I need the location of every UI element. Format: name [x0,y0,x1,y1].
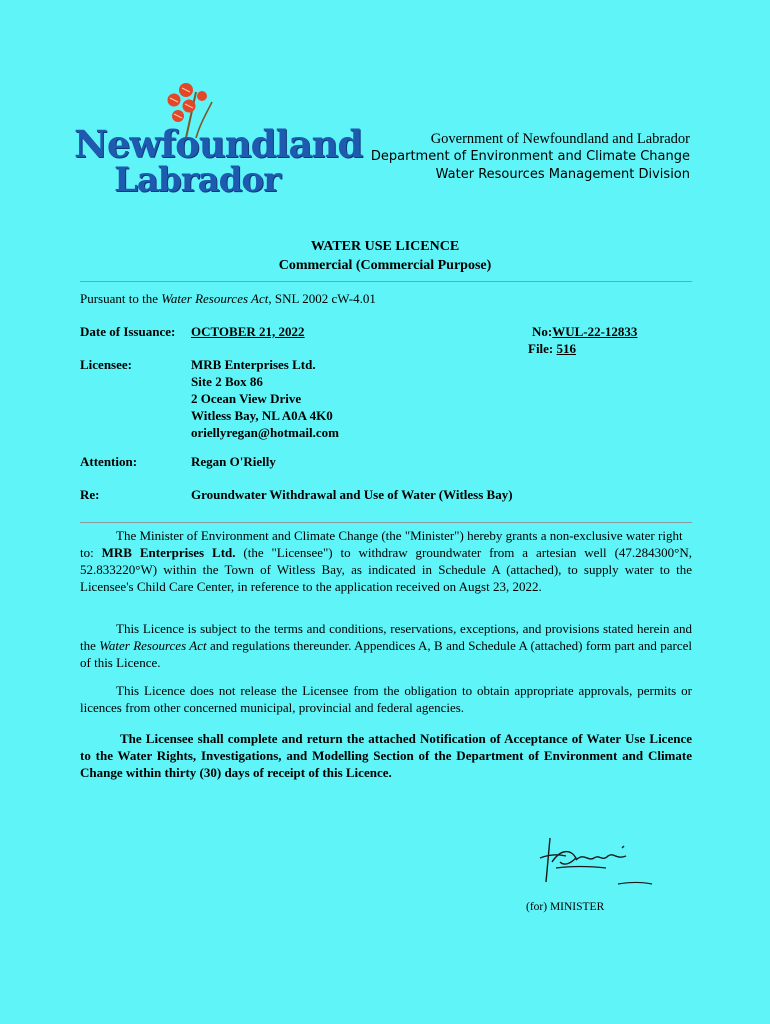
re-value: Groundwater Withdrawal and Use of Water (Witless Bay) [191,487,513,502]
licensee-email: oriellyregan@hotmail.com [191,425,339,440]
logo-text-labrador: Labrador [114,160,281,200]
minister-signature [530,832,658,890]
licence-title [0,237,770,275]
licence-title-main: WATER USE LICENCE [310,239,460,254]
paragraph-terms-part1: This Licence is subject to the terms and conditions, reservations, exceptions, and provisions stated herein and the [80,621,692,653]
logo-text-newfoundland: Newfoundland [74,122,363,166]
licensee-address-line: 2 Ocean View Drive [191,391,302,406]
paragraph-grant-rest: (the "Licensee") to withdraw groundwater from a artesian well (47.284300°N, 52.833220°W) within the Town of Witless Bay, as indicated in Schedule A (attached), to supply water to the Licensee's Child Care Center, in reference to the application received on Augst 23, 2022. [80,545,692,594]
licence-number [532,323,637,340]
paragraph-terms-act: Water Resources Act [99,638,207,653]
paragraph-obligation: This Licence does not release the Licensee from the obligation to obtain appropriate approvals, permits or licences from other concerned municipal, provincial and federal agencies. [80,683,692,715]
re-label: Re: [80,487,100,502]
licensee-name: MRB Enterprises Ltd. [191,357,316,372]
licensee-address-line: Witless Bay, NL A0A 4K0 [191,408,333,423]
signature-caption: (for) MINISTER [526,901,605,913]
pursuant-line [80,290,376,307]
file-number-label: File: [528,341,554,356]
attention-value: Regan O'Rielly [191,454,276,469]
licence-number-label: No: [532,324,553,339]
pursuant-suffix: , SNL 2002 cW-4.01 [268,291,376,306]
paragraph-grant-licensee: MRB Enterprises Ltd. [101,545,236,560]
divider-top [80,281,692,282]
file-number-value: 516 [556,341,577,356]
government-name: Government of Newfoundland and Labrador [430,131,690,147]
department-name: Department of Environment and Climate Change [370,149,690,164]
paragraph-terms-part2: and regulations thereunder. Appendices A, B and Schedule A (attached) form part and parcel of this Licence. [80,638,692,670]
pursuant-act: Water Resources Act [161,291,269,306]
licence-number-value: WUL-22-12833 [552,324,638,339]
licensee-label: Licensee: [80,357,132,372]
newfoundland-labrador-logo [74,80,363,200]
licensee-address [191,356,339,441]
licence-title-sub: Commercial (Commercial Purpose) [278,258,492,273]
government-header [371,130,690,184]
paragraph-acceptance: The Licensee shall complete and return the attached Notification of Acceptance of Water Use Licence to the Water Rights, Investigations, and Modelling Section of the Department of Environment and Climate Change within thirty (30) days of receipt of this Licence. [80,731,692,780]
licensee-address-line: Site 2 Box 86 [191,374,263,389]
paragraph-grant-first-line: The Minister of Environment and Climate Change (the "Minister") hereby grants a non-exclusive water right [116,528,683,543]
issuance-label: Date of Issuance: [80,324,176,339]
issuance-date: OCTOBER 21, 2022 [191,324,305,339]
attention-label: Attention: [80,454,138,469]
divider-middle [80,522,692,523]
paragraph-terms [80,620,692,671]
paragraph-grant-to: to: [80,545,102,560]
pursuant-prefix: Pursuant to the [80,291,162,306]
paragraph-grant [80,527,692,595]
file-number [528,340,576,357]
division-name: Water Resources Management Division [435,167,690,182]
